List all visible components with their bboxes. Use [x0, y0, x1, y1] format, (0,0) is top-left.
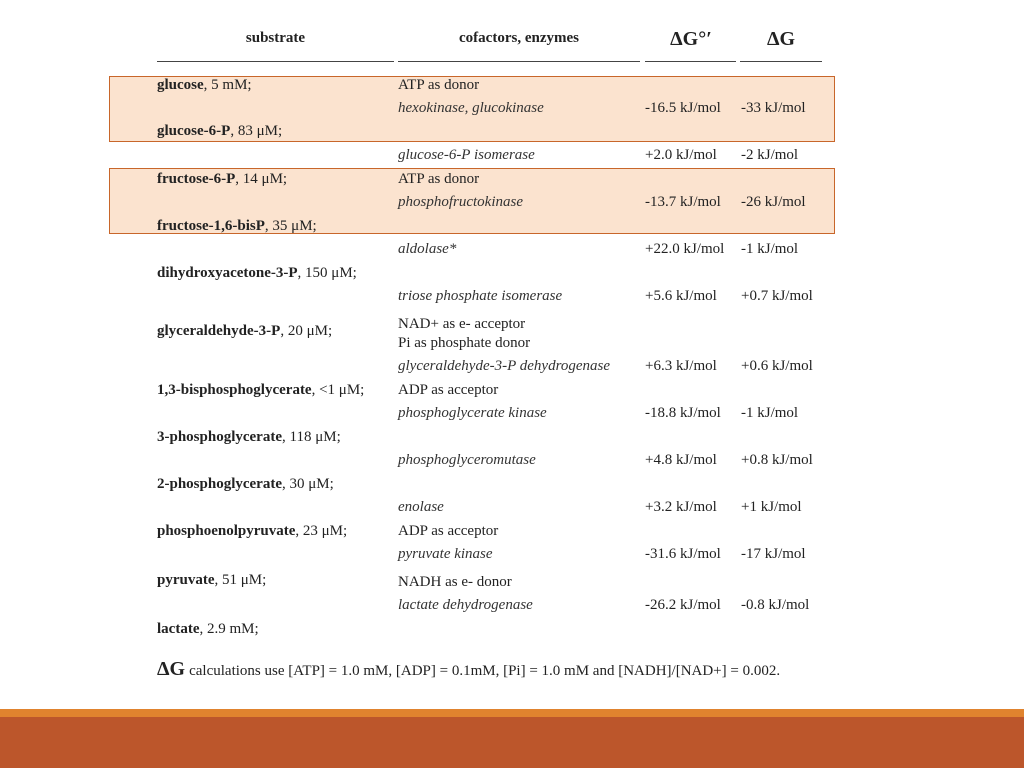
- cofactor-text: ATP as donor: [398, 171, 480, 187]
- delta-g-standard-value: +22.0 kJ/mol: [645, 241, 725, 257]
- delta-g-standard-value: +2.0 kJ/mol: [645, 147, 717, 163]
- substrate-row: dihydroxyacetone-3-P, 150 μM;: [157, 265, 357, 281]
- delta-g-value: -2 kJ/mol: [741, 147, 799, 163]
- enzyme-name: phosphoglyceromutase: [398, 452, 536, 468]
- header-rule-dg0: [645, 61, 736, 62]
- substrate-row: glyceraldehyde-3-P, 20 μM;: [157, 323, 333, 339]
- footnote-text: calculations use [ATP] = 1.0 mM, [ADP] = 0.1mM, [Pi] = 1.0 mM and [NADH]/[NAD+] = 0.002.: [189, 663, 781, 679]
- enzyme-name: triose phosphate isomerase: [398, 288, 563, 304]
- enzyme-name: pyruvate kinase: [398, 546, 493, 562]
- delta-g-value: -33 kJ/mol: [741, 100, 806, 116]
- header-delta-g: ΔG: [766, 28, 796, 50]
- substrate-row: phosphoenolpyruvate, 23 μM;: [157, 523, 348, 539]
- delta-g-value: +0.7 kJ/mol: [741, 288, 813, 304]
- delta-g-standard-value: -18.8 kJ/mol: [645, 405, 721, 421]
- header-cofactors: cofactors, enzymes: [459, 30, 579, 46]
- delta-g-standard-value: -26.2 kJ/mol: [645, 597, 721, 613]
- cofactor-text: Pi as phosphate donor: [398, 335, 531, 351]
- cofactor-text: NAD+ as e- acceptor: [398, 316, 526, 332]
- delta-g-standard-value: +6.3 kJ/mol: [645, 358, 717, 374]
- header-substrate: substrate: [245, 30, 306, 46]
- delta-g-value: +0.8 kJ/mol: [741, 452, 813, 468]
- header-rule-substrate: [157, 61, 394, 62]
- substrate-row: lactate, 2.9 mM;: [157, 621, 259, 637]
- footer-accent-bar: [0, 709, 1024, 717]
- enzyme-name: glyceraldehyde-3-P dehydrogenase: [398, 358, 610, 374]
- enzyme-name: hexokinase, glucokinase: [398, 100, 544, 116]
- cofactor-text: ADP as acceptor: [398, 382, 499, 398]
- enzyme-name: phosphofructokinase: [398, 194, 523, 210]
- substrate-row: 1,3-bisphosphoglycerate, <1 μM;: [157, 382, 365, 398]
- delta-g-standard-value: +5.6 kJ/mol: [645, 288, 717, 304]
- enzyme-name: phosphoglycerate kinase: [398, 405, 547, 421]
- delta-g-value: +1 kJ/mol: [741, 499, 802, 515]
- header-rule-cofactors: [398, 61, 640, 62]
- cofactor-text: ADP as acceptor: [398, 523, 499, 539]
- substrate-row: glucose-6-P, 83 μM;: [157, 123, 283, 139]
- cofactor-text: NADH as e- donor: [398, 574, 512, 590]
- footnote: [157, 658, 780, 681]
- delta-g-standard-value: -31.6 kJ/mol: [645, 546, 721, 562]
- delta-g-value: -1 kJ/mol: [741, 241, 799, 257]
- delta-g-value: -17 kJ/mol: [741, 546, 806, 562]
- substrate-row: glucose, 5 mM;: [157, 77, 252, 93]
- header-delta-g-standard: ΔG°′: [670, 28, 712, 50]
- enzyme-name: aldolase*: [398, 241, 457, 257]
- footnote-delta-g-symbol: ΔG: [157, 658, 186, 680]
- enzyme-name: lactate dehydrogenase: [398, 597, 533, 613]
- substrate-row: 2-phosphoglycerate, 30 μM;: [157, 476, 334, 492]
- delta-g-standard-value: -16.5 kJ/mol: [645, 100, 721, 116]
- substrate-row: pyruvate, 51 μM;: [157, 572, 267, 588]
- delta-g-standard-value: -13.7 kJ/mol: [645, 194, 721, 210]
- delta-g-value: -0.8 kJ/mol: [741, 597, 810, 613]
- delta-g-value: +0.6 kJ/mol: [741, 358, 813, 374]
- header-rule-dg: [740, 61, 822, 62]
- enzyme-name: glucose-6-P isomerase: [398, 147, 535, 163]
- substrate-row: fructose-6-P, 14 μM;: [157, 171, 288, 187]
- footer-bar: [0, 717, 1024, 768]
- substrate-row: fructose-1,6-bisP, 35 μM;: [157, 218, 317, 234]
- delta-g-standard-value: +4.8 kJ/mol: [645, 452, 717, 468]
- enzyme-name: enolase: [398, 499, 444, 515]
- substrate-row: 3-phosphoglycerate, 118 μM;: [157, 429, 341, 445]
- delta-g-value: -26 kJ/mol: [741, 194, 806, 210]
- delta-g-value: -1 kJ/mol: [741, 405, 799, 421]
- delta-g-standard-value: +3.2 kJ/mol: [645, 499, 717, 515]
- cofactor-text: ATP as donor: [398, 77, 480, 93]
